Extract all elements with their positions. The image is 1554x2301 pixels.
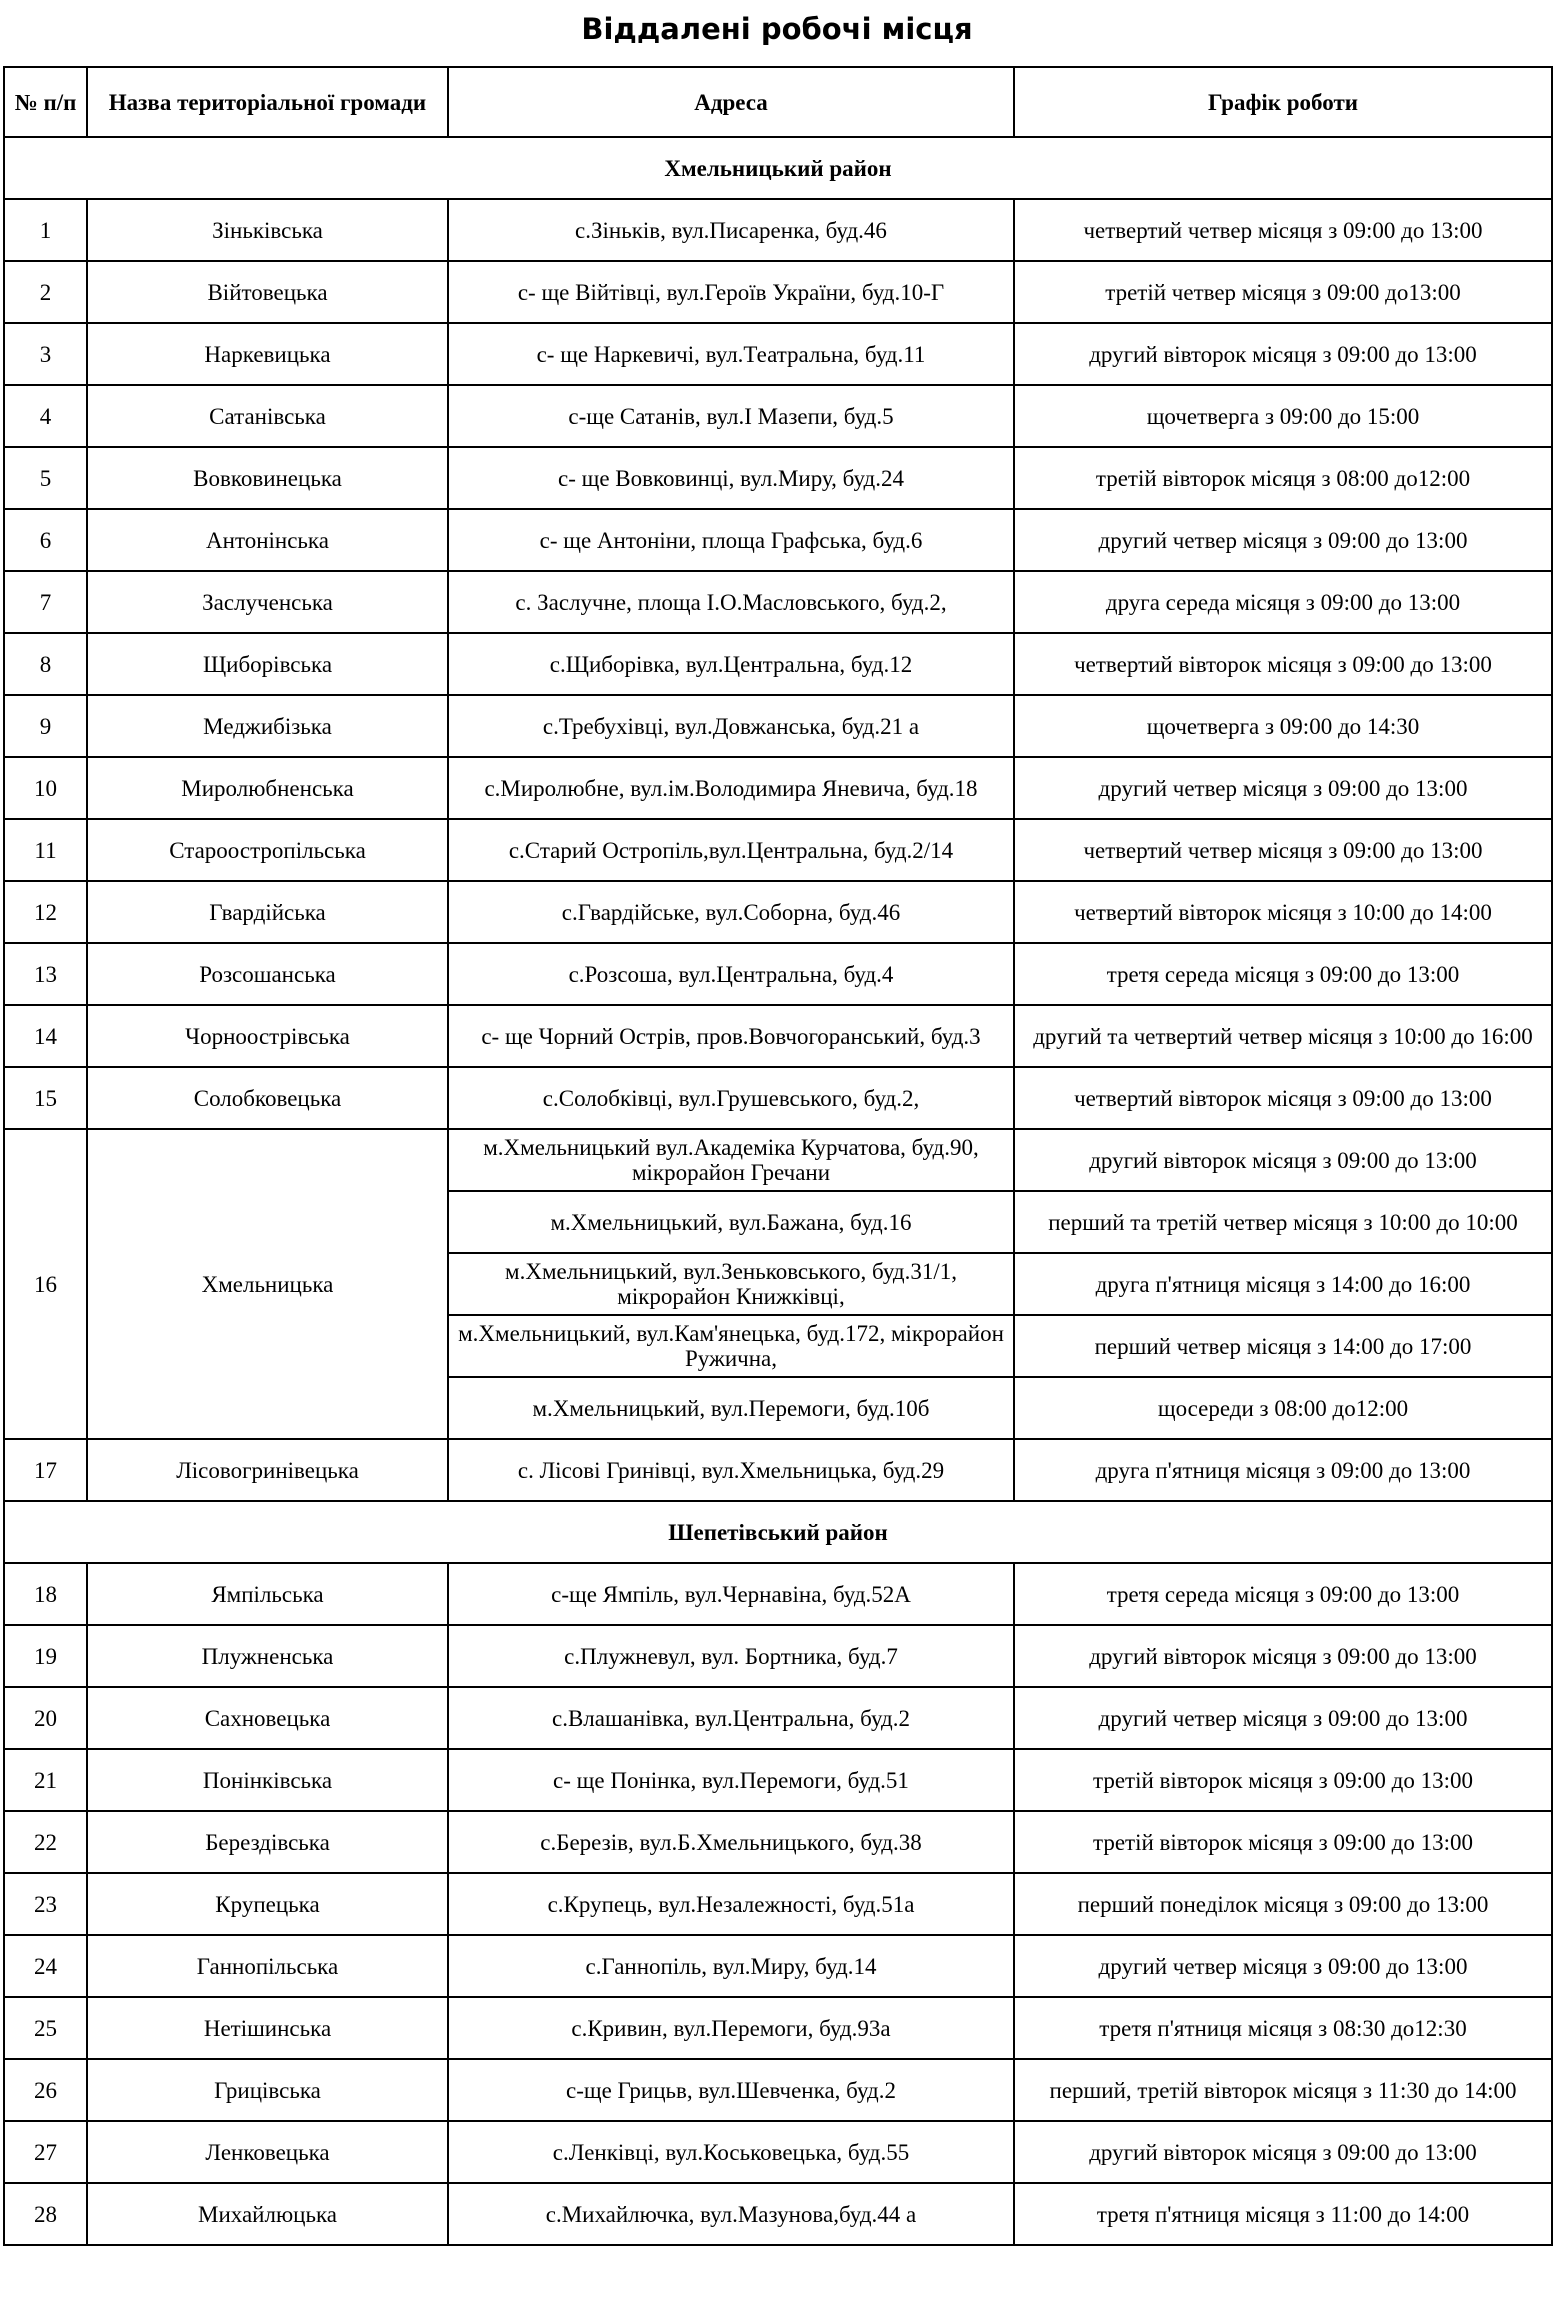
community-name: Зіньківська <box>87 199 448 261</box>
address-cell: с- ще Наркевичі, вул.Театральна, буд.11 <box>448 323 1014 385</box>
address-cell: с.Розсоша, вул.Центральна, буд.4 <box>448 943 1014 1005</box>
schedule-cell: друга середа місяця з 09:00 до 13:00 <box>1014 571 1552 633</box>
row-number: 7 <box>4 571 87 633</box>
address-cell: с.Кривин, вул.Перемоги, буд.93а <box>448 1997 1014 2059</box>
table-row <box>4 1749 1552 1811</box>
address-cell: с.Ганнопіль, вул.Миру, буд.14 <box>448 1935 1014 1997</box>
address-cell: с.Старий Остропіль,вул.Центральна, буд.2/14 <box>448 819 1014 881</box>
address-cell: с.Березів, вул.Б.Хмельницького, буд.38 <box>448 1811 1014 1873</box>
schedule-cell: перший понеділок місяця з 09:00 до 13:00 <box>1014 1873 1552 1935</box>
row-number: 17 <box>4 1439 87 1501</box>
community-name: Сахновецька <box>87 1687 448 1749</box>
schedule-cell: третя п'ятниця місяця з 11:00 до 14:00 <box>1014 2183 1552 2245</box>
row-number: 10 <box>4 757 87 819</box>
schedule-cell: четвертий четвер місяця з 09:00 до 13:00 <box>1014 199 1552 261</box>
community-name: Лісовогринівецька <box>87 1439 448 1501</box>
schedule-cell: другий вівторок місяця з 09:00 до 13:00 <box>1014 1625 1552 1687</box>
row-number: 23 <box>4 1873 87 1935</box>
table-row <box>4 261 1552 323</box>
schedule-cell: четвертий вівторок місяця з 09:00 до 13:00 <box>1014 1067 1552 1129</box>
table-row <box>4 385 1552 447</box>
address-cell: с.Миролюбне, вул.ім.Володимира Яневича, буд.18 <box>448 757 1014 819</box>
header-number: № п/п <box>4 67 87 137</box>
table-header-row <box>4 67 1552 137</box>
table-row <box>4 1687 1552 1749</box>
address-cell: с.Влашанівка, вул.Центральна, буд.2 <box>448 1687 1014 1749</box>
row-number: 19 <box>4 1625 87 1687</box>
address-cell: с-ще Сатанів, вул.І Мазепи, буд.5 <box>448 385 1014 447</box>
row-number: 22 <box>4 1811 87 1873</box>
address-cell: с.Солобківці, вул.Грушевського, буд.2, <box>448 1067 1014 1129</box>
row-number: 27 <box>4 2121 87 2183</box>
row-number: 9 <box>4 695 87 757</box>
community-name: Понінківська <box>87 1749 448 1811</box>
table-row <box>4 1005 1552 1067</box>
table-body <box>4 137 1552 2245</box>
community-name: Солобковецька <box>87 1067 448 1129</box>
row-number: 16 <box>4 1129 87 1439</box>
row-number: 26 <box>4 2059 87 2121</box>
table-row <box>4 199 1552 261</box>
table-row <box>4 2059 1552 2121</box>
table-row <box>4 323 1552 385</box>
row-number: 8 <box>4 633 87 695</box>
table-row <box>4 1811 1552 1873</box>
page-title: Віддалені робочі місця <box>581 12 973 46</box>
header-address: Адреса <box>448 67 1014 137</box>
schedule-cell: четвертий вівторок місяця з 10:00 до 14:00 <box>1014 881 1552 943</box>
community-name: Грицівська <box>87 2059 448 2121</box>
row-number: 11 <box>4 819 87 881</box>
table-row <box>4 757 1552 819</box>
community-name: Миролюбненська <box>87 757 448 819</box>
schedule-cell: щочетверга з 09:00 до 14:30 <box>1014 695 1552 757</box>
schedule-cell: четвертий вівторок місяця з 09:00 до 13:00 <box>1014 633 1552 695</box>
table-row <box>4 633 1552 695</box>
table-row <box>4 1563 1552 1625</box>
table-row <box>4 819 1552 881</box>
address-cell: с-ще Грицьв, вул.Шевченка, буд.2 <box>448 2059 1014 2121</box>
schedule-cell: перший, третій вівторок місяця з 11:30 до 14:00 <box>1014 2059 1552 2121</box>
address-cell: с- ще Вовковинці, вул.Миру, буд.24 <box>448 447 1014 509</box>
table-row <box>4 571 1552 633</box>
schedule-cell: третій вівторок місяця з 09:00 до 13:00 <box>1014 1749 1552 1811</box>
community-name: Ганнопільська <box>87 1935 448 1997</box>
schedule-cell: другий вівторок місяця з 09:00 до 13:00 <box>1014 1129 1552 1191</box>
row-number: 1 <box>4 199 87 261</box>
table-row <box>4 1067 1552 1129</box>
community-name: Чорноострівська <box>87 1005 448 1067</box>
row-number: 24 <box>4 1935 87 1997</box>
community-name: Гвардійська <box>87 881 448 943</box>
schedule-cell: друга п'ятниця місяця з 09:00 до 13:00 <box>1014 1439 1552 1501</box>
address-cell: с- ще Чорний Острів, пров.Вовчогоранський, буд.3 <box>448 1005 1014 1067</box>
address-cell: с. Заслучне, площа І.О.Масловського, буд.2, <box>448 571 1014 633</box>
community-name: Вовковинецька <box>87 447 448 509</box>
schedule-cell: третя п'ятниця місяця з 08:30 до12:30 <box>1014 1997 1552 2059</box>
schedule-cell: третій вівторок місяця з 09:00 до 13:00 <box>1014 1811 1552 1873</box>
community-name: Берездівська <box>87 1811 448 1873</box>
table-row <box>4 509 1552 571</box>
table-row <box>4 2183 1552 2245</box>
community-name: Антонінська <box>87 509 448 571</box>
schedule-cell: четвертий четвер місяця з 09:00 до 13:00 <box>1014 819 1552 881</box>
address-cell: м.Хмельницький, вул.Перемоги, буд.10б <box>448 1377 1014 1439</box>
table-row <box>4 1625 1552 1687</box>
table-row <box>4 1997 1552 2059</box>
address-cell: с-ще Ямпіль, вул.Чернавіна, буд.52А <box>448 1563 1014 1625</box>
row-number: 14 <box>4 1005 87 1067</box>
row-number: 5 <box>4 447 87 509</box>
address-cell: с.Плужневул, вул. Бортника, буд.7 <box>448 1625 1014 1687</box>
header-schedule: Графік роботи <box>1014 67 1552 137</box>
row-number: 2 <box>4 261 87 323</box>
row-number: 20 <box>4 1687 87 1749</box>
district-row <box>4 137 1552 199</box>
community-name: Розсошанська <box>87 943 448 1005</box>
address-cell: с.Гвардійське, вул.Соборна, буд.46 <box>448 881 1014 943</box>
schedule-cell: другий четвер місяця з 09:00 до 13:00 <box>1014 757 1552 819</box>
schedule-cell: другий четвер місяця з 09:00 до 13:00 <box>1014 1935 1552 1997</box>
community-name: Ямпільська <box>87 1563 448 1625</box>
schedule-cell: друга п'ятниця місяця з 14:00 до 16:00 <box>1014 1253 1552 1315</box>
community-name: Сатанівська <box>87 385 448 447</box>
community-name: Крупецька <box>87 1873 448 1935</box>
community-name: Плужненська <box>87 1625 448 1687</box>
table-row <box>4 695 1552 757</box>
address-cell: с- ще Понінка, вул.Перемоги, буд.51 <box>448 1749 1014 1811</box>
address-cell: с- ще Війтівці, вул.Героїв України, буд.10-Г <box>448 261 1014 323</box>
address-cell: м.Хмельницький вул.Академіка Курчатова, буд.90, мікрорайон Гречани <box>448 1129 1014 1191</box>
address-cell: с.Михайлючка, вул.Мазунова,буд.44 а <box>448 2183 1014 2245</box>
table-row <box>4 1129 1552 1191</box>
schedule-cell: третя середа місяця з 09:00 до 13:00 <box>1014 1563 1552 1625</box>
address-cell: м.Хмельницький, вул.Бажана, буд.16 <box>448 1191 1014 1253</box>
schedule-cell: перший четвер місяця з 14:00 до 17:00 <box>1014 1315 1552 1377</box>
community-name: Наркевицька <box>87 323 448 385</box>
schedule-cell: щочетверга з 09:00 до 15:00 <box>1014 385 1552 447</box>
address-cell: м.Хмельницький, вул.Кам'янецька, буд.172, мікрорайон Ружична, <box>448 1315 1014 1377</box>
community-name: Щиборівська <box>87 633 448 695</box>
table-row <box>4 943 1552 1005</box>
row-number: 6 <box>4 509 87 571</box>
table-row <box>4 2121 1552 2183</box>
remote-workplaces-table <box>3 66 1553 2246</box>
district-heading-shepetivskyi: Шепетівський район <box>4 1501 1552 1563</box>
table-row <box>4 1935 1552 1997</box>
schedule-cell: другий вівторок місяця з 09:00 до 13:00 <box>1014 323 1552 385</box>
address-cell: с.Щиборівка, вул.Центральна, буд.12 <box>448 633 1014 695</box>
community-name: Староостропільська <box>87 819 448 881</box>
row-number: 3 <box>4 323 87 385</box>
row-number: 12 <box>4 881 87 943</box>
schedule-cell: третя середа місяця з 09:00 до 13:00 <box>1014 943 1552 1005</box>
community-name: Меджибізька <box>87 695 448 757</box>
address-cell: с.Требухівці, вул.Довжанська, буд.21 а <box>448 695 1014 757</box>
district-heading-khmelnytskyi: Хмельницький район <box>4 137 1552 199</box>
schedule-cell: перший та третій четвер місяця з 10:00 до 10:00 <box>1014 1191 1552 1253</box>
community-name: Заслученська <box>87 571 448 633</box>
table-row <box>4 881 1552 943</box>
row-number: 25 <box>4 1997 87 2059</box>
schedule-cell: другий четвер місяця з 09:00 до 13:00 <box>1014 1687 1552 1749</box>
row-number: 4 <box>4 385 87 447</box>
community-name: Нетішинська <box>87 1997 448 2059</box>
row-number: 28 <box>4 2183 87 2245</box>
address-cell: с.Ленківці, вул.Коськовецька, буд.55 <box>448 2121 1014 2183</box>
schedule-cell: другий вівторок місяця з 09:00 до 13:00 <box>1014 2121 1552 2183</box>
community-name: Хмельницька <box>87 1129 448 1439</box>
table-row <box>4 1439 1552 1501</box>
table-row <box>4 1873 1552 1935</box>
schedule-cell: третій четвер місяця з 09:00 до13:00 <box>1014 261 1552 323</box>
address-cell: м.Хмельницький, вул.Зеньковського, буд.31/1, мікрорайон Книжківці, <box>448 1253 1014 1315</box>
community-name: Ленковецька <box>87 2121 448 2183</box>
address-cell: с.Крупець, вул.Незалежності, буд.51а <box>448 1873 1014 1935</box>
row-number: 13 <box>4 943 87 1005</box>
header-community: Назва територіальної громади <box>87 67 448 137</box>
row-number: 18 <box>4 1563 87 1625</box>
address-cell: с.Зіньків, вул.Писаренка, буд.46 <box>448 199 1014 261</box>
address-cell: с- ще Антоніни, площа Графська, буд.6 <box>448 509 1014 571</box>
row-number: 15 <box>4 1067 87 1129</box>
district-row <box>4 1501 1552 1563</box>
schedule-cell: другий четвер місяця з 09:00 до 13:00 <box>1014 509 1552 571</box>
address-cell: с. Лісові Гринівці, вул.Хмельницька, буд.29 <box>448 1439 1014 1501</box>
row-number: 21 <box>4 1749 87 1811</box>
schedule-cell: щосереди з 08:00 до12:00 <box>1014 1377 1552 1439</box>
schedule-cell: третій вівторок місяця з 08:00 до12:00 <box>1014 447 1552 509</box>
schedule-cell: другий та четвертий четвер місяця з 10:00 до 16:00 <box>1014 1005 1552 1067</box>
table-row <box>4 447 1552 509</box>
community-name: Михайлюцька <box>87 2183 448 2245</box>
community-name: Війтовецька <box>87 261 448 323</box>
